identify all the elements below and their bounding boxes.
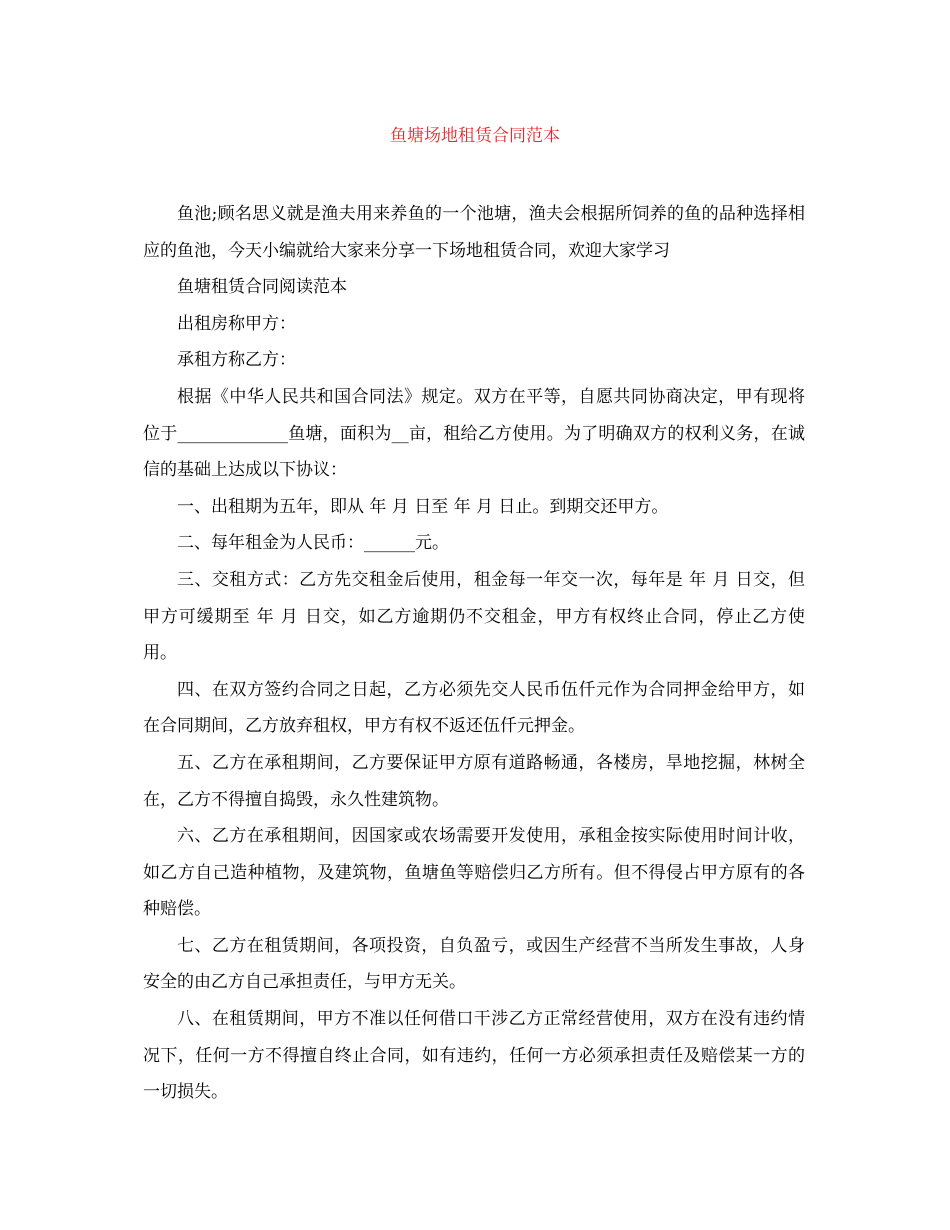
paragraph-preamble: 根据《中华人民共和国合同法》规定。双方在平等，自愿共同协商决定，甲有现将位于_____________鱼塘，面积为__亩，租给乙方使用。为了明确双方的权利义务，在诚信的基础上达成以下协议：	[143, 386, 805, 481]
clause-4: 四、在双方签约合同之日起，乙方必须先交人民币伍仟元作为合同押金给甲方，如在合同期间，乙方放弃租权，甲方有权不返还伍仟元押金。	[143, 679, 805, 737]
document-title: 鱼塘场地租赁合同范本	[390, 126, 560, 146]
clause-8: 八、在租赁期间，甲方不准以任何借口干涉乙方正常经营使用，双方在没有违约情况下，任何一方不得擅自终止合同，如有违约，任何一方必须承担责任及赔偿某一方的一切损失。	[143, 1009, 805, 1103]
paragraph-intro: 鱼池;顾名思义就是渔夫用来养鱼的一个池塘，渔夫会根据所饲养的鱼的品种选择相应的鱼池，今天小编就给大家来分享一下场地租赁合同，欢迎大家学习	[143, 204, 805, 261]
clause-3: 三、交租方式：乙方先交租金后使用，租金每一年交一次，每年是 年 月 日交，但甲方可缓期至 年 月 日交，如乙方逾期仍不交租金，甲方有权终止合同，停止乙方使用。	[143, 569, 805, 664]
paragraph-subtitle: 鱼塘租赁合同阅读范本	[177, 277, 347, 298]
clause-6: 六、乙方在承租期间，因国家或农场需要开发使用，承租金按实际使用时间计收，如乙方自己造种植物，及建筑物，鱼塘鱼等赔偿归乙方所有。但不得侵占甲方原有的各种赔偿。	[143, 826, 805, 920]
clause-2: 二、每年租金为人民币：______元。	[177, 533, 449, 554]
paragraph-lessor: 出租房称甲方：	[177, 313, 296, 334]
clause-1: 一、出租期为五年，即从 年 月 日至 年 月 日止。到期交还甲方。	[177, 496, 669, 517]
paragraph-lessee: 承租方称乙方：	[177, 350, 296, 371]
document-body	[143, 196, 805, 1111]
clause-5: 五、乙方在承租期间，乙方要保证甲方原有道路畅通，各楼房，旱地挖掘，林树全在，乙方不得擅自捣毁，永久性建筑物。	[143, 752, 805, 810]
clause-7: 七、乙方在租赁期间，各项投资，自负盈亏，或因生产经营不当所发生事故，人身安全的由乙方自己承担责任，与甲方无关。	[143, 935, 805, 993]
